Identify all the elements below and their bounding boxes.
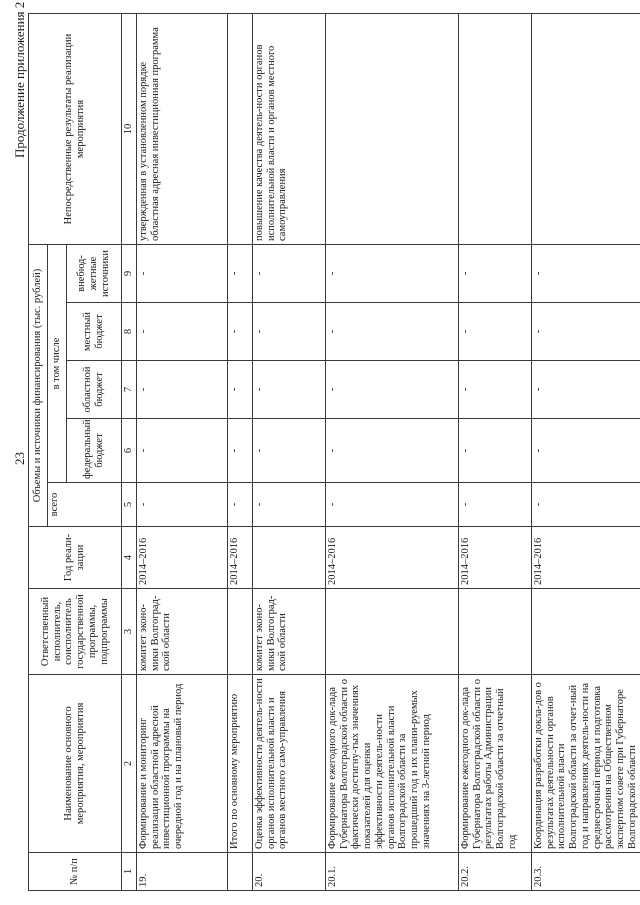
- year: [252, 527, 325, 589]
- funding-local: -: [136, 303, 227, 361]
- header-federal-budget: федеральный бюджет: [67, 419, 122, 483]
- funding-extrabudgetary: -: [531, 245, 640, 303]
- executor: [227, 589, 252, 675]
- year: 2014–2016: [325, 527, 458, 589]
- funding-federal: -: [325, 419, 458, 483]
- funding-extrabudgetary: -: [136, 245, 227, 303]
- column-number: 5: [122, 483, 137, 527]
- direct-result: утвержденная в установленном порядке областная адресная инвестиционная программа: [136, 14, 227, 245]
- activity-name: Формирование и мониторинг реализации областной адресной инвестиционной программы на очередной год и на плановый период: [136, 675, 227, 853]
- header-row-1: [29, 14, 48, 891]
- executor: [458, 589, 531, 675]
- funding-local: -: [458, 303, 531, 361]
- executor: [325, 589, 458, 675]
- header-local-budget: местный бюджет: [67, 303, 122, 361]
- column-number: 8: [122, 303, 137, 361]
- row-number: 20.2.: [458, 853, 531, 891]
- header-in-that-number: в том числе: [48, 245, 67, 483]
- funding-total: -: [531, 483, 640, 527]
- header-extrabudgetary: внебюд-жетные источники: [67, 245, 122, 303]
- funding-federal: -: [458, 419, 531, 483]
- funding-federal: -: [531, 419, 640, 483]
- header-executor: Ответственный исполнитель, соисполнитель государственной программы, подпрограммы: [29, 589, 122, 675]
- funding-local: -: [227, 303, 252, 361]
- header-funding-group: Объемы и источники финансирования (тыс. рублей): [29, 245, 48, 527]
- column-number: 9: [122, 245, 137, 303]
- header-year: Год реали-зации: [29, 527, 122, 589]
- funding-extrabudgetary: -: [458, 245, 531, 303]
- funding-regional: -: [531, 361, 640, 419]
- column-number: 6: [122, 419, 137, 483]
- table-row: [325, 14, 458, 891]
- table-row: [252, 14, 325, 891]
- funding-extrabudgetary: -: [252, 245, 325, 303]
- row-number: 20.: [252, 853, 325, 891]
- table-row: [136, 14, 227, 891]
- executor: комитет эконо-мики Волгоград-ской области: [136, 589, 227, 675]
- row-number: 20.3.: [531, 853, 640, 891]
- column-number: 10: [122, 14, 137, 245]
- funding-regional: -: [458, 361, 531, 419]
- column-number: 2: [122, 675, 137, 853]
- funding-regional: -: [252, 361, 325, 419]
- header-activity-name: Наименование основного мероприятия, мероприятия: [29, 675, 122, 853]
- funding-federal: -: [227, 419, 252, 483]
- row-number: 20.1.: [325, 853, 458, 891]
- funding-federal: -: [136, 419, 227, 483]
- activity-name: Координация разработки докла-дов о результатах деятельности органов исполнительной власти Волгоградской области за отчет-ный год и направлениях деятель-ности на среднесрочный период и подготовка рассмотрения на Общественном экспертном совете при Губернаторе Волгоградской области: [531, 675, 640, 853]
- funding-local: -: [252, 303, 325, 361]
- funding-local: -: [531, 303, 640, 361]
- header-num: № п/п: [29, 853, 122, 891]
- activity-name: Формирование ежегодного док-лада Губернатора Волгоградской области о фактически достигну-тых значениях показателей для оценки эффективности деятель-ности органов исполнительной власти Волгоградской области за прошедший год и их плани-руемых значениях на 3-летний период: [325, 675, 458, 853]
- year: 2014–2016: [136, 527, 227, 589]
- funding-total: -: [325, 483, 458, 527]
- appendix-continuation-note: Продолжение приложения 2: [12, 1, 27, 158]
- direct-result: [458, 14, 531, 245]
- funding-regional: -: [136, 361, 227, 419]
- column-number: 4: [122, 527, 137, 589]
- table-row: [458, 14, 531, 891]
- funding-extrabudgetary: -: [227, 245, 252, 303]
- year: 2014–2016: [227, 527, 252, 589]
- executor: комитет эконо-мики Волгоград-ской области: [252, 589, 325, 675]
- table-row: [531, 14, 640, 891]
- funding-total: -: [252, 483, 325, 527]
- header-results: Непосредственные результаты реализации мероприятия: [29, 14, 122, 245]
- year: 2014–2016: [531, 527, 640, 589]
- column-number-row: [122, 14, 137, 891]
- direct-result: [227, 14, 252, 245]
- funding-regional: -: [227, 361, 252, 419]
- column-number: 7: [122, 361, 137, 419]
- table-row: [227, 14, 252, 891]
- row-number: [227, 853, 252, 891]
- activity-name: Итого по основному мероприятию: [227, 675, 252, 853]
- header-total: всего: [48, 483, 122, 527]
- column-number: 3: [122, 589, 137, 675]
- executor: [531, 589, 640, 675]
- direct-result: [531, 14, 640, 245]
- activity-name: Оценка эффективности деятель-ности органов исполнительной власти и органов местного само-управления: [252, 675, 325, 853]
- funding-total: -: [136, 483, 227, 527]
- program-activities-table: [28, 13, 640, 891]
- funding-total: -: [227, 483, 252, 527]
- activity-name: Формирование ежегодного док-лада Губернатора Волгоградской области о результатах работы Администрации Волгоградской области за отчетный год: [458, 675, 531, 853]
- funding-local: -: [325, 303, 458, 361]
- row-number: 19.: [136, 853, 227, 891]
- funding-federal: -: [252, 419, 325, 483]
- column-number: 1: [122, 853, 137, 891]
- direct-result: повышение качества деятель-ности органов исполнительной власти и органов местного самоуправления: [252, 14, 325, 245]
- funding-extrabudgetary: -: [325, 245, 458, 303]
- funding-total: -: [458, 483, 531, 527]
- funding-regional: -: [325, 361, 458, 419]
- year: 2014–2016: [458, 527, 531, 589]
- header-regional-budget: областной бюджет: [67, 361, 122, 419]
- page-number: 23: [12, 452, 27, 465]
- direct-result: [325, 14, 458, 245]
